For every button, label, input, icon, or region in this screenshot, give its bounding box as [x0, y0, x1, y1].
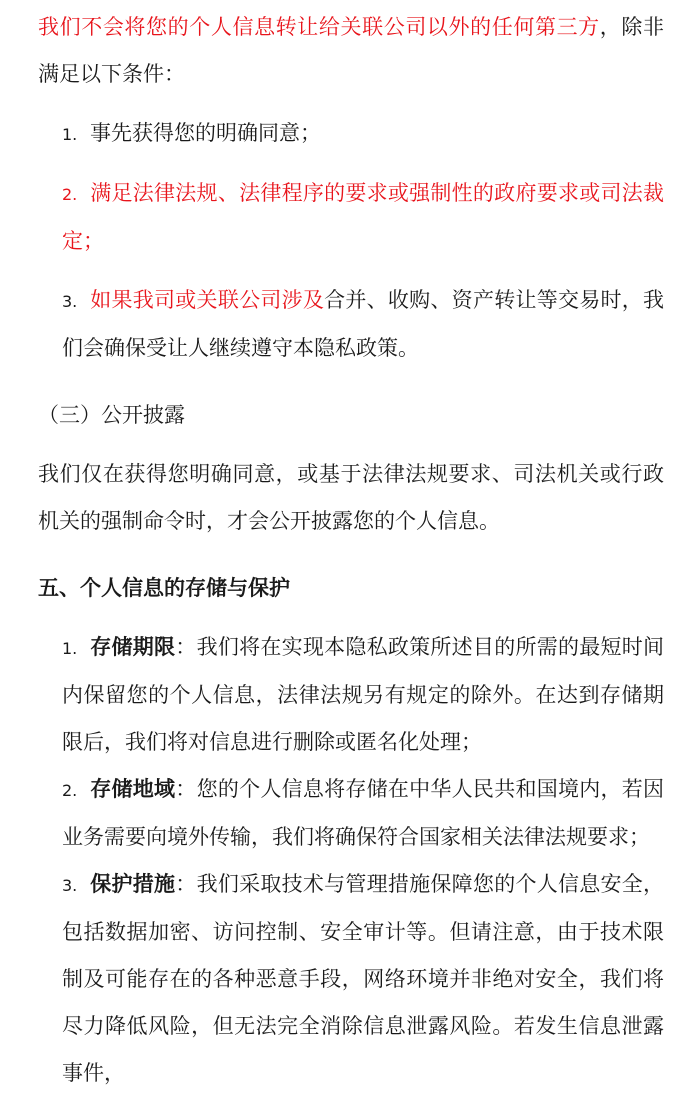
storage-item-text: 我们采取技术与管理措施保障您的个人信息安全，包括数据加密、访问控制、安全审计等。但请注意，由于技术限制及可能存在的各种恶意手段，网络环境并非绝对安全，我们将尽力降低风险，但无法完全消除信息泄露风险。若发生信息泄露事件，	[62, 872, 665, 1085]
storage-item-colon: ：	[175, 872, 197, 896]
condition-item-2	[38, 170, 664, 265]
storage-item-3	[38, 861, 664, 1097]
storage-item-1	[38, 624, 664, 766]
condition-text: 满足法律法规、法律程序的要求或强制性的政府要求或司法裁定；	[62, 181, 664, 253]
storage-item-colon: ：	[175, 777, 197, 801]
storage-item-text: 您的个人信息将存储在中华人民共和国境内，若因业务需要向境外传输，我们将确保符合国家相关法律法规要求；	[62, 777, 665, 849]
section-heading-storage-protection: 五、个人信息的存储与保护	[38, 576, 290, 600]
intro-black-text: ，除非满足以下条件：	[38, 15, 665, 86]
storage-item-number: 2.	[62, 781, 78, 800]
storage-item-text: 我们将在实现本隐私政策所述目的所需的最短时间内保留您的个人信息，法律法规另有规定的除外。在达到存储期限后，我们将对信息进行删除或匿名化处理；	[62, 635, 665, 754]
condition-item-3	[38, 277, 664, 372]
storage-item-label: 保护措施	[90, 872, 176, 896]
document-page	[0, 4, 700, 1085]
section-heading-public-disclosure: （三）公开披露	[38, 403, 185, 427]
condition-number: 1.	[62, 125, 78, 144]
storage-item-2	[38, 766, 664, 861]
condition-black-text: 合并、收购、资产转让等交易时，我们会确保受让人继续遵守本隐私政策。	[62, 288, 665, 360]
condition-number: 2.	[62, 185, 78, 204]
condition-number: 3.	[62, 292, 78, 311]
condition-text: 事先获得您的明确同意；	[90, 121, 321, 145]
intro-red-text: 我们不会将您的个人信息转让给关联公司以外的任何第三方	[38, 15, 600, 39]
condition-item-1	[38, 110, 664, 158]
storage-item-colon: ：	[175, 635, 197, 659]
storage-item-label: 存储地域	[90, 777, 176, 801]
storage-item-number: 3.	[62, 876, 78, 895]
condition-red-text: 如果我司或关联公司涉及	[90, 288, 325, 312]
storage-item-label: 存储期限	[90, 635, 176, 659]
intro-paragraph	[38, 4, 664, 98]
storage-item-number: 1.	[62, 639, 78, 658]
public-disclosure-text: 我们仅在获得您明确同意，或基于法律法规要求、司法机关或行政机关的强制命令时，才会公开披露您的个人信息。	[38, 462, 664, 533]
